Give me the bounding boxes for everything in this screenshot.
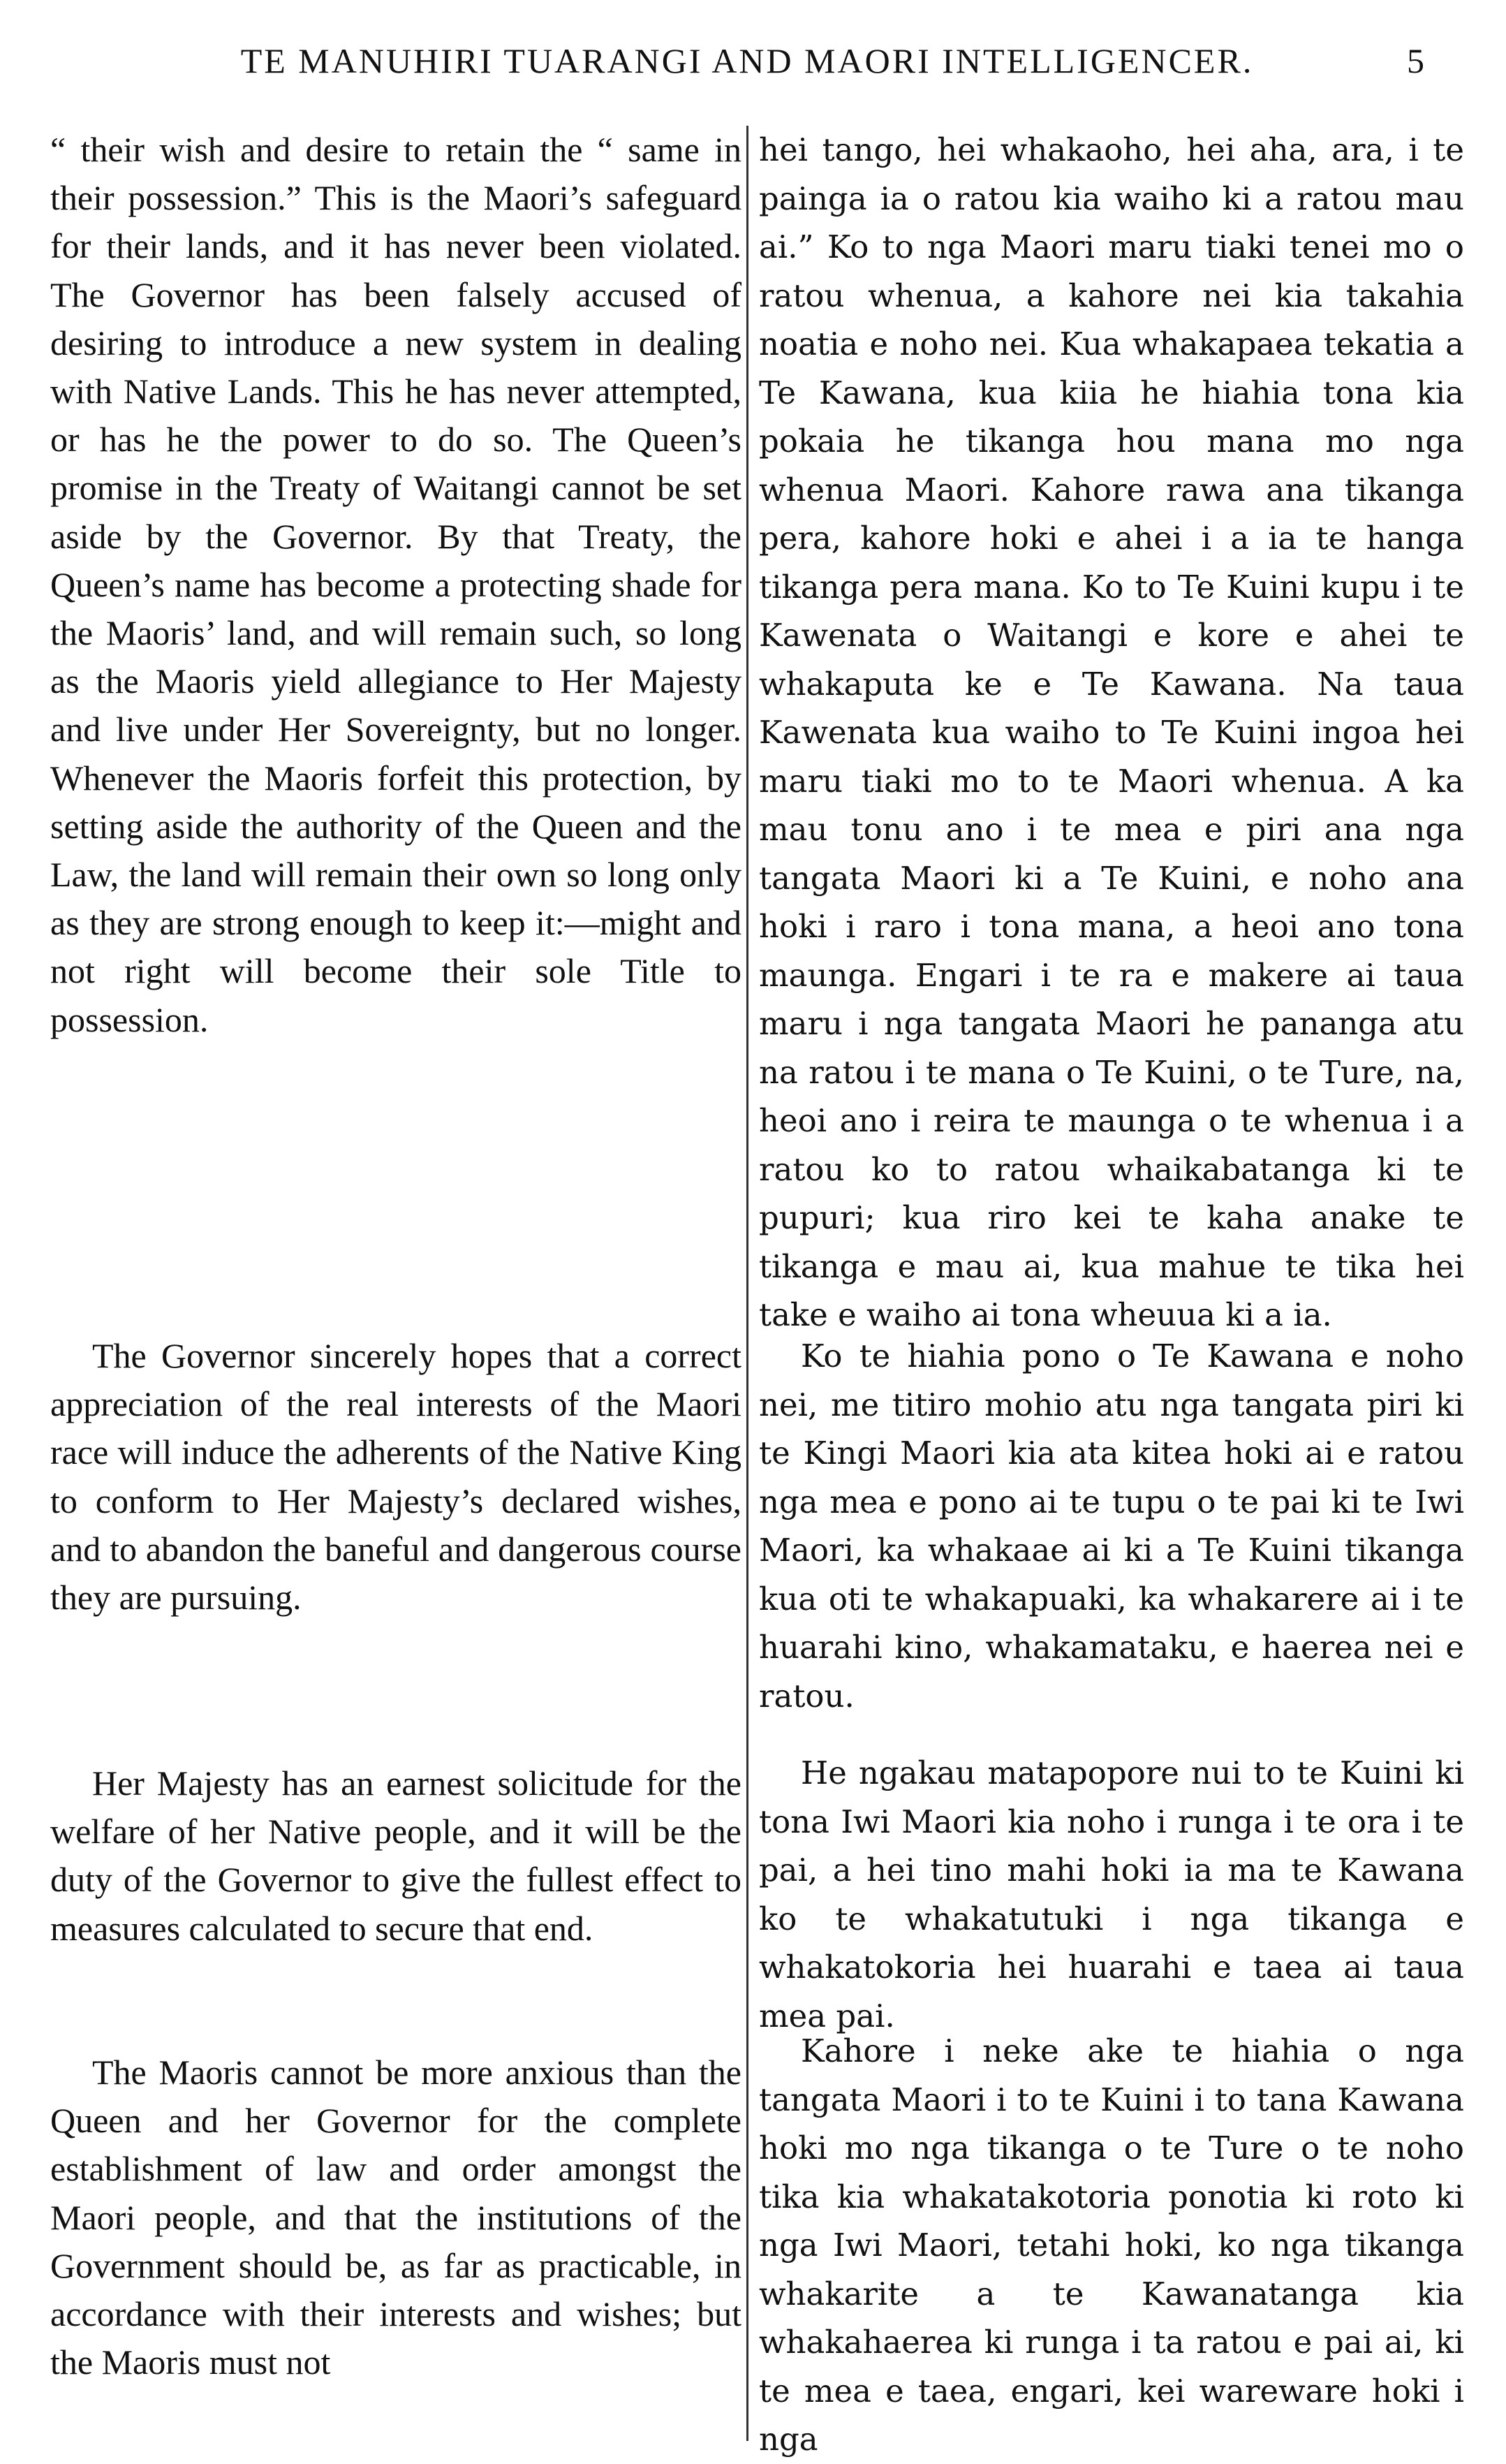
maori-paragraph-3: He ngakau matapopore nui to te Kuini ki tona Iwi Maori kia noho i runga i te ora i te pai, a hei tino mahi hoki ia ma te Kawana ko te whakatutuki i nga tikanga e whakatokoria hei huarahi e taea ai taua mea pai.	[759, 1754, 1464, 2034]
running-head: TE MANUHIRI TUARANGI AND MAORI INTELLIGENCER.	[240, 41, 1254, 80]
english-paragraph-4: The Maoris cannot be more anxious than the Queen and her Governor for the complete establishment of law and order amongst the Maori people, and that the institutions of the Government should be, as far as practicable, in accordance with their interests and wishes; but the Maoris must not	[50, 2053, 741, 2382]
english-paragraph-3: Her Majesty has an earnest solicitude for the welfare of her Native people, and it will be the duty of the Governor to give the fullest effect to measures calculated to secure that end.	[50, 1763, 741, 1948]
page-number: 5	[1407, 41, 1424, 80]
english-paragraph-2: The Governor sincerely hopes that a correct appreciation of the real interests of the Maori race will induce the adherents of the Native King to conform to Her Majesty’s declared wishes, and to abandon the baneful and dangerous course they are pursuing.	[50, 1336, 741, 1618]
english-paragraph-1: “ their wish and desire to retain the “ same in their possession.” This is the Maori’s safeguard for their lands, and it has never been violated. The Governor has been falsely accused of desiring to introduce a new system in dealing with Native Lands. This he has never attempted, or has he the power to do so. The Queen’s promise in the Treaty of Waitangi cannot be set aside by the Governor. By that Treaty, the Queen’s name has become a protecting shade for the Maoris’ land, and will remain such, so long as the Maoris yield allegiance to Her Majesty and live under Her Sovereignty, but no longer. Whenever the Maoris forfeit this protection, by setting aside the authority of the Queen and the Law, the land will remain their own so long only as they are strong enough to keep it:—might and not right will become their sole Title to possession.	[50, 130, 741, 1039]
maori-paragraph-1: hei tango, hei whakaoho, hei aha, ara, i te painga ia o ratou kia waiho ki a ratou mau ai.” Ko to nga Maori maru tiaki tenei mo o ratou whenua, a kahore nei kia takahia noatia e noho nei. Kua whakapaea tekatia a Te Kawana, kua kiia he hiahia tona kia pokaia he tikanga hou mana mo nga whenua Maori. Kahore rawa ana tikanga pera, kahore hoki e ahei i a ia te hanga tikanga pera mana. Ko to Te Kuini kupu i te Kawenata o Waitangi e kore e ahei te whakaputa ke e Te Kawana. Na taua Kawenata kua waiho to Te Kuini ingoa hei maru tiaki mo to te Maori whenua. A ka mau tonu ano i te mea e piri ana nga tangata Maori ki a Te Kuini, e noho ana hoki i raro i tona mana, a heoi ano tona maunga. Engari i te ra e makere ai taua maru i nga tangata Maori he pananga atu na ratou i te mana o Te Kuini, o te Ture, na, heoi ano i reira te maunga o te whenua i a ratou ko to ratou whaikabatanga ki te pupuri; kua riro kei te kaha anake te tikanga e mau ai, kua mahue te tika hei take e waiho ai tona wheuua ki a ia.	[759, 131, 1464, 1333]
maori-paragraph-2: Ko te hiahia pono o Te Kawana e noho nei, me titiro mohio atu nga tangata piri ki te Kingi Maori kia ata kitea hoki ai e ratou nga mea e pono ai te tupu o te pai ki te Iwi Maori, ka whakaae ai ki a Te Kuini tikanga kua oti te whakapuaki, ka whakarere ai i te huarahi kino, whakamataku, e haerea nei e ratou.	[759, 1337, 1464, 1715]
column-divider	[746, 126, 748, 2441]
maori-paragraph-4: Kahore i neke ake te hiahia o nga tangata Maori i to te Kuini i to tana Kawana hoki mo nga tikanga o te Ture o te noho tika kia whakatakotoria ponotia ki roto ki nga Iwi Maori, tetahi hoki, ko nga tikanga whakarite a te Kawanatanga kia whakahaerea ki runga i ta ratou e pai ai, ki te mea e taea, engari, kei wareware hoki i nga	[759, 2032, 1464, 2458]
